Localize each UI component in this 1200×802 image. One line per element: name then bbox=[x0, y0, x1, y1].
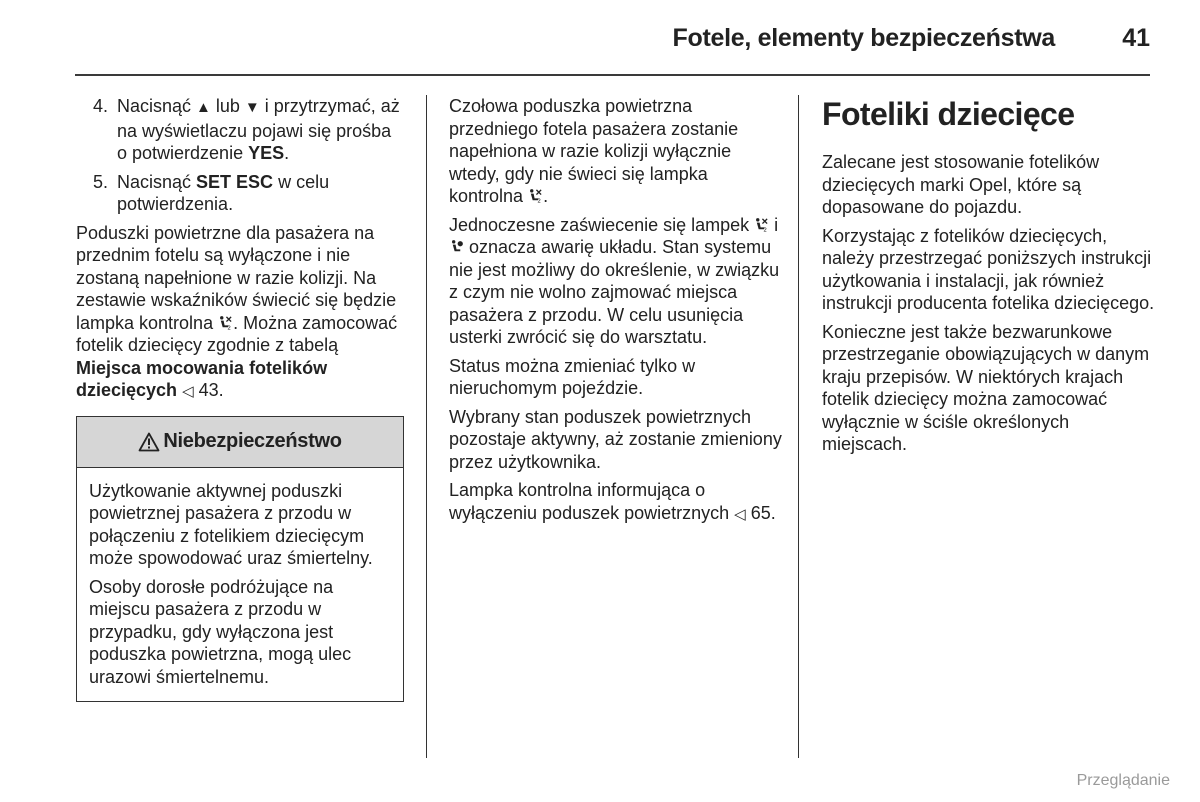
airbag-off-lamp-icon bbox=[754, 217, 769, 232]
page-ref: 43. bbox=[193, 380, 224, 400]
svg-text:2: 2 bbox=[537, 198, 542, 203]
text: i bbox=[769, 214, 779, 235]
text: Nacisnąć bbox=[117, 171, 197, 192]
paragraph: Status można zmieniać tylko w nieruchomym pojeździe. bbox=[449, 355, 696, 398]
section-header-title: Fotele, elementy bezpieczeństwa bbox=[672, 24, 1055, 52]
warning-header bbox=[77, 417, 403, 468]
page-ref: 65. bbox=[745, 502, 776, 523]
svg-text:2: 2 bbox=[227, 325, 232, 330]
warning-title: Niebezpieczeństwo bbox=[163, 430, 342, 453]
text: Lampka kontrolna informująca o wyłączeniu poduszek powietrznych bbox=[449, 480, 735, 523]
text: w celu potwierdzenia. bbox=[117, 171, 330, 214]
paragraph bbox=[449, 214, 784, 349]
text: lub bbox=[210, 96, 245, 116]
paragraph: Konieczne jest także bezwarunkowe przestrzeganie obowiązujących w danym kraju przepisów. W niektórych krajach fotelik dziecięcy można zamocować wyłącznie w ściśle określonych miejscach. bbox=[822, 321, 1150, 454]
paragraph bbox=[449, 479, 784, 526]
footer-watermark: Przeglądanie bbox=[1076, 772, 1170, 789]
text: Nacisnąć bbox=[117, 96, 197, 116]
section-title: Foteliki dziecięce bbox=[822, 96, 1075, 132]
column-left bbox=[76, 95, 406, 702]
button-name: SET ESC bbox=[196, 171, 274, 192]
column-middle bbox=[449, 95, 784, 532]
page-ref-icon: ◁ bbox=[182, 383, 194, 400]
button-name: YES bbox=[248, 143, 285, 163]
page-ref-icon: ◁ bbox=[734, 505, 746, 523]
list-item bbox=[76, 171, 406, 216]
airbag-off-paragraph bbox=[76, 222, 406, 404]
text: Jednoczesne zaświecenie się lampek bbox=[449, 214, 755, 235]
warning-paragraph: Użytkowanie aktywnej poduszki powietrznej pasażera z przodu w połączeniu z fotelikiem dziecięcym może spowodować uraz śmiertelny. bbox=[89, 480, 373, 568]
column-divider bbox=[798, 95, 799, 758]
step-text bbox=[117, 171, 406, 216]
column-divider bbox=[426, 95, 427, 758]
airbag-off-lamp-icon bbox=[528, 188, 543, 203]
text: Czołowa poduszka powietrzna przedniego fotela pasażera zostanie napełniona w razie kolizji wyłącznie wtedy, gdy nie świeci się lampka kontrolna bbox=[449, 96, 739, 206]
text: . bbox=[543, 186, 549, 206]
text: oznacza awarię układu. Stan systemu nie jest możliwy do określenie, w związku z czym nie wolno zajmować miejsca pasażera z przodu. W celu usunięcia usterki zwrócić się do warsztatu. bbox=[449, 237, 780, 347]
header-divider bbox=[75, 74, 1150, 76]
warning-box bbox=[76, 416, 404, 703]
column-right bbox=[822, 95, 1157, 462]
down-arrow-icon: ▼ bbox=[244, 99, 260, 116]
paragraph: Korzystając z fotelików dziecięcych, należy przestrzegać poniższych instrukcji użytkowania i instalacji, jak również instrukcji producenta fotelika dziecięcego. bbox=[822, 225, 1155, 313]
seat-table-link[interactable]: Miejsca mocowania fotelików dziecięcych bbox=[76, 357, 328, 400]
list-item bbox=[76, 95, 406, 165]
text: Poduszki powietrzne dla pasażera na przednim fotelu są wyłączone i nie zostaną napełnione w razie kolizji. Na zestawie wskaźników świecić się będzie lampka kontrolna bbox=[76, 222, 397, 333]
steps-list bbox=[76, 95, 406, 216]
text: . bbox=[284, 143, 290, 163]
step-number: 5. bbox=[92, 171, 108, 192]
text: . Można zamocować fotelik dziecięcy zgodnie z tabelą bbox=[76, 312, 398, 355]
step-text bbox=[117, 95, 406, 165]
warning-paragraph: Osoby dorosłe podróżujące na miejscu pasażera z przodu w przypadku, gdy wyłączona jest poduszka powietrzna, mogą ulec urazowi śmiertelnemu. bbox=[89, 576, 352, 687]
page-number: 41 bbox=[1122, 24, 1150, 52]
airbag-off-lamp-icon bbox=[218, 315, 233, 330]
paragraph bbox=[449, 95, 784, 208]
warning-triangle-icon bbox=[138, 432, 160, 452]
paragraph: Wybrany stan poduszek powietrznych pozostaje aktywny, aż zostanie zmieniony przez użytkownika. bbox=[449, 406, 782, 472]
warning-body bbox=[77, 468, 403, 702]
up-arrow-icon: ▲ bbox=[196, 99, 211, 116]
svg-text:2: 2 bbox=[763, 227, 768, 232]
step-number: 4. bbox=[92, 96, 108, 116]
text: i przytrzymać, aż na wyświetlaczu pojawi się prośba o potwierdzenie bbox=[117, 96, 400, 163]
paragraph: Zalecane jest stosowanie fotelików dziecięcych marki Opel, które są dopasowane do pojazdu. bbox=[822, 152, 1100, 217]
airbag-warning-lamp-icon bbox=[449, 239, 464, 254]
